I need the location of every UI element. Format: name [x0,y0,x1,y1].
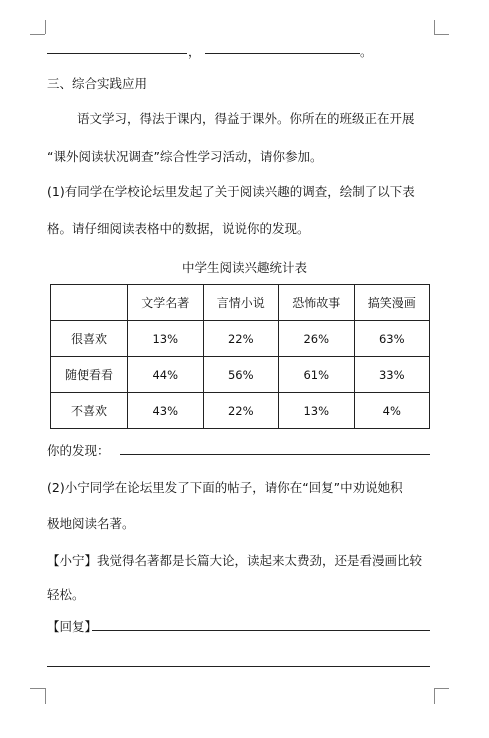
table-cell: 22% [203,321,279,357]
intro-text: 语文学习，得法于课内，得益于课外。你所在的班级正在开展 [77,111,415,126]
separator-period: 。 [360,44,373,59]
crop-mark [434,34,449,35]
forum-post: 【小宁】我觉得名著都是长篇大论，读起来太费劲，还是看漫画比较 [47,553,423,568]
table-cell: 56% [203,357,279,393]
table-title: 中学生阅读兴趣统计表 [181,260,307,275]
intro-text: “课外阅读状况调查”综合性学习活动，请你参加。 [47,149,323,164]
table-row [51,393,430,429]
question-2: (2)小宁同学在论坛里发了下面的帖子，请你在“回复”中劝说她积 [47,480,403,495]
forum-post: 轻松。 [47,587,85,602]
finding-answer-line[interactable] [120,454,430,455]
table-cell: 63% [354,321,430,357]
reply-answer-line[interactable] [92,630,430,631]
finding-label: 你的发现： [47,443,110,458]
table-cell: 13% [128,321,204,357]
table-corner-cell [51,285,128,321]
table-cell: 33% [354,357,430,393]
reply-answer-line[interactable] [47,666,430,667]
table-cell: 26% [279,321,355,357]
separator-comma: ， [188,44,201,59]
question-1: 格。请仔细阅读表格中的数据，说说你的发现。 [47,221,310,236]
question-1: (1)有同学在学校论坛里发起了关于阅读兴趣的调查，绘制了以下表 [47,184,415,199]
table-cell: 61% [279,357,355,393]
column-header: 言情小说 [203,285,279,321]
table-cell: 44% [128,357,204,393]
table-cell: 13% [279,393,355,429]
reading-interest-table [50,284,430,429]
row-label: 随便看看 [51,357,128,393]
crop-mark [30,688,45,689]
table-cell: 4% [354,393,430,429]
answer-blank[interactable] [47,53,187,54]
answer-blank[interactable] [205,53,360,54]
crop-mark [30,34,45,35]
crop-mark [434,688,435,704]
reply-label: 【回复】 [47,619,98,634]
crop-mark [45,688,46,704]
row-label: 不喜欢 [51,393,128,429]
crop-mark [434,20,435,34]
table-row [51,357,430,393]
table-row [51,321,430,357]
table-cell: 43% [128,393,204,429]
table-cell: 22% [203,393,279,429]
crop-mark [434,688,449,689]
table-header-row [51,285,430,321]
column-header: 文学名著 [128,285,204,321]
question-2: 极地阅读名著。 [47,516,135,531]
row-label: 很喜欢 [51,321,128,357]
column-header: 搞笑漫画 [354,285,430,321]
column-header: 恐怖故事 [279,285,355,321]
crop-mark [45,20,46,34]
section-heading: 三、综合实践应用 [47,76,148,91]
